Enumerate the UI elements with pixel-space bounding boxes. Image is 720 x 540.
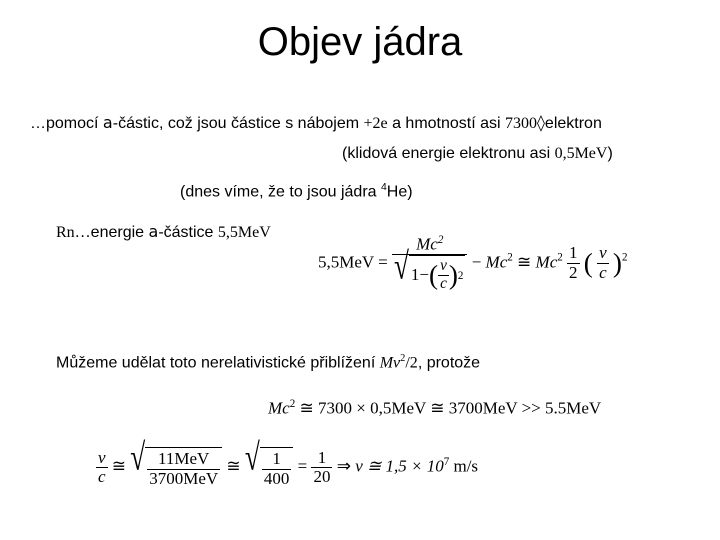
radical-sign: √	[244, 435, 260, 478]
text-segment: …pomocí	[30, 115, 103, 132]
equation-velocity-estimate	[96, 435, 479, 488]
one-half	[567, 244, 580, 282]
v-over-c	[438, 258, 449, 293]
fraction-denominator: 400	[263, 468, 290, 488]
text-segment: (klidová energie elektronu asi	[342, 145, 555, 162]
minus-sign: −	[471, 252, 482, 272]
mc-term: Mc	[535, 252, 558, 272]
v-term: v	[440, 257, 447, 275]
equation-rest-energy-comparison	[268, 398, 601, 419]
radical-sign: √	[130, 435, 146, 478]
sqrt-symbol	[244, 435, 293, 488]
text-line-approximation	[56, 353, 480, 372]
v-over-c	[96, 449, 108, 487]
exponent: 2	[621, 251, 628, 264]
mass-number: 4	[380, 182, 387, 193]
exponent: 2	[507, 251, 513, 264]
equation-relativistic-energy	[318, 234, 628, 293]
text-segment: Můžeme udělat toto nerelativistické přiblížení	[56, 354, 380, 372]
exponent: 7	[443, 455, 450, 468]
fraction-numerator: 1	[272, 449, 281, 468]
text-segment: He)	[386, 183, 413, 201]
mass-value: 7300	[505, 115, 538, 132]
text-line-rest-energy	[342, 145, 613, 163]
radical-sign: √	[393, 245, 409, 288]
paren-close: )	[448, 259, 458, 290]
paren-open: (	[429, 259, 439, 290]
multiply-symbol: ◊	[537, 113, 545, 132]
text-line-radon-energy	[56, 222, 271, 242]
fraction-numerator: 1	[317, 447, 327, 467]
ratio-fraction	[262, 450, 292, 488]
text-line-helium	[180, 182, 413, 201]
c-term: c	[98, 467, 106, 487]
eq-sign: =	[378, 252, 388, 272]
text-segment: a hmotností asi	[387, 115, 506, 132]
velocity-result: v ≅ 1,5 × 10	[355, 456, 444, 476]
eq-lhs: 5,5MeV	[318, 252, 374, 272]
alpha-symbol: a	[148, 222, 159, 241]
sqrt-body	[260, 447, 294, 488]
exponent: 2	[289, 398, 296, 410]
eq-rhs: ≅ 7300 × 0,5MeV ≅ 3700MeV >> 5.5MeV	[295, 398, 602, 418]
sqrt-body	[409, 255, 466, 293]
energy-value: 5,5MeV	[217, 224, 271, 241]
text-segment: elektron	[544, 115, 602, 132]
radon-label: Rn…	[56, 224, 91, 241]
fraction-denominator: 20	[313, 467, 331, 487]
paren-open: (	[583, 247, 593, 278]
text-segment: , protože	[417, 354, 481, 372]
text-segment: )	[607, 145, 613, 162]
fraction-numerator: 1	[569, 243, 578, 263]
mc-term: Mc	[485, 252, 508, 272]
fraction-denominator: 2	[569, 262, 578, 282]
implies-arrow: ⇒	[336, 456, 351, 476]
mc-term: Mc	[416, 234, 438, 254]
mv-term: Mv	[379, 354, 401, 372]
text-segment: -částic, což jsou částice s nábojem	[112, 115, 364, 132]
page-title: Objev jádra	[257, 20, 463, 64]
divide-term: /2	[405, 354, 418, 372]
eq-sign: =	[297, 456, 308, 476]
v-over-c	[597, 244, 609, 282]
result-fraction	[311, 449, 332, 487]
minus-sign: −	[419, 265, 429, 285]
sqrt-symbol	[393, 245, 465, 293]
exponent: 2	[437, 234, 444, 246]
energy-value: 0,5MeV	[554, 145, 608, 162]
exponent: 2	[400, 353, 406, 364]
c-term: c	[599, 262, 607, 282]
approx-sign: ≅	[111, 456, 127, 476]
fraction-numerator	[414, 234, 445, 254]
approx-sign: ≅	[226, 456, 241, 476]
text-line-alpha-particles	[30, 113, 602, 133]
text-segment: -částice	[158, 224, 218, 241]
c-term: c	[440, 275, 447, 293]
unit-label: m/s	[449, 456, 479, 476]
sqrt-symbol	[130, 435, 222, 488]
text-segment: energie	[90, 224, 149, 241]
fraction-denominator: 3700MeV	[149, 468, 219, 488]
approx-sign: ≅	[517, 252, 532, 272]
exponent: 2	[557, 251, 563, 264]
exponent: 2	[457, 269, 464, 282]
mc-term: Mc	[268, 398, 290, 418]
energy-ratio	[147, 450, 220, 488]
charge-value: +2e	[363, 115, 388, 132]
text-segment: (dnes víme, že to jsou jádra	[180, 183, 381, 201]
sqrt-body	[145, 447, 222, 488]
one: 1	[410, 265, 420, 285]
alpha-symbol: a	[102, 113, 113, 132]
fraction-numerator: 11MeV	[158, 449, 210, 468]
v-term: v	[599, 243, 607, 263]
fraction-denominator	[392, 245, 467, 293]
paren-close: )	[612, 247, 622, 278]
v-term: v	[98, 447, 106, 467]
eq-fraction	[392, 234, 467, 293]
